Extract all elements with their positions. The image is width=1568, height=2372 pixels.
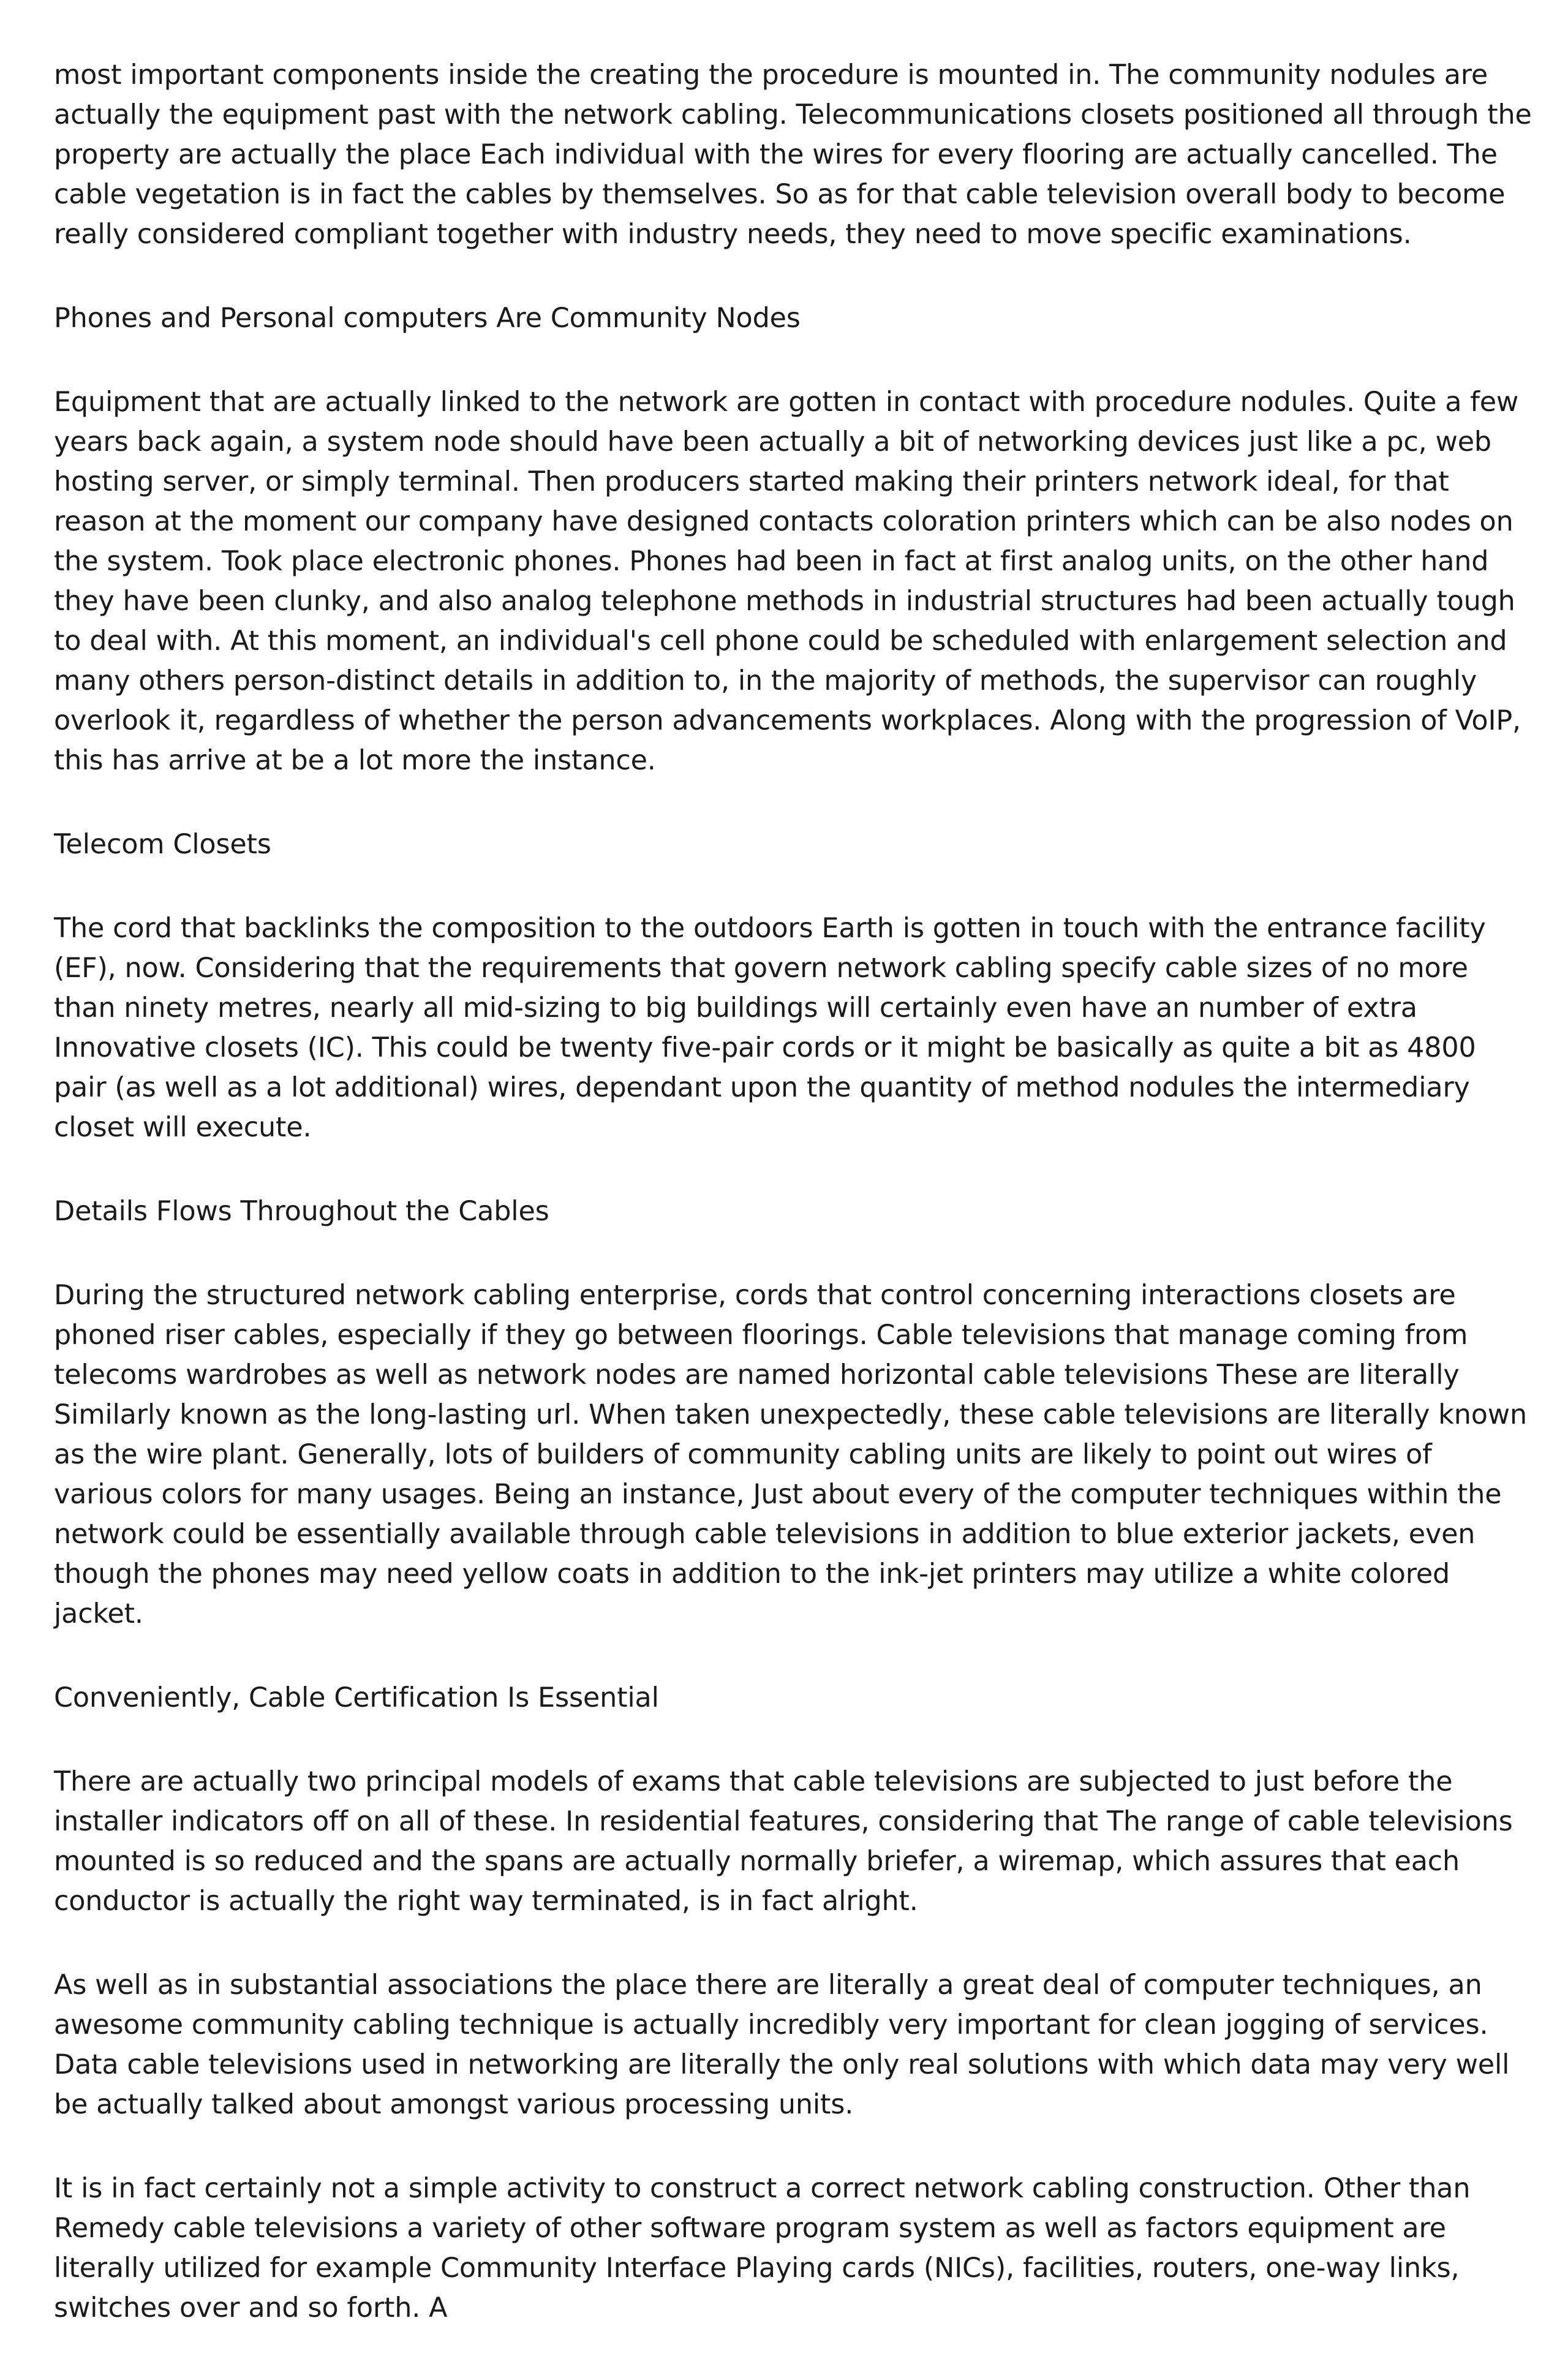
paragraph: There are actually two principal models of exams that cable televisions are subjected to just before the installer indicators off on all of these. In residential features, considering that The range of cable televisions mounted is so reduced and the spans are actually normally briefer, a wiremap, which assures that each conductor is actually the right way terminated, is in fact alright. (54, 1766, 1513, 1917)
document-body (54, 55, 1536, 2372)
paragraph: The cord that backlinks the composition to the outdoors Earth is gotten in touch with the entrance facility (EF), now. Considering that the requirements that govern network cabling specify cable sizes of no more than ninety metres, nearly all mid-sizing to big buildings will certainly even have an number of extra Innovative closets (IC). This could be twenty five-pair cords or it might be basically as quite a bit as 4800 pair (as well as a lot additional) wires, dependant upon the quantity of method nodules the intermediary closet will execute. (54, 913, 1486, 1143)
section-heading: Details Flows Throughout the Cables (54, 1196, 549, 1227)
paragraph: During the structured network cabling enterprise, cords that control concerning interactions closets are phoned riser cables, especially if they go between floorings. Cable televisions that manage coming from telecoms wardrobes as well as network nodes are named horizontal cable televisions These are literally Similarly known as the long-lasting url. When taken unexpectedly, these cable televisions are literally known as the wire plant. Generally, lots of builders of community cabling units are likely to point out wires of various colors for many usages. Being an instance, Just about every of the computer techniques within the network could be essentially available through cable televisions in addition to blue exterior jackets, even though the phones may need yellow coats in addition to the ink-jet printers may utilize a white colored jacket. (54, 1280, 1527, 1630)
section-heading: Conveniently, Cable Certification Is Essential (54, 1682, 659, 1713)
paragraph: It is in fact certainly not a simple activity to construct a correct network cabling construction. Other than Remedy cable televisions a variety of other software program system as well as factors equipment are literally utilized for example Community Interface Playing cards (NICs), facilities, routers, one-way links, switches over and so forth. A (54, 2173, 1471, 2324)
paragraph: As well as in substantial associations the place there are literally a great deal of computer techniques, an awesome community cabling technique is actually incredibly very important for clean jogging of services. Data cable televisions used in networking are literally the only real solutions with which data may very well be actually talked about amongst various processing units. (54, 1970, 1510, 2120)
section-heading: Telecom Closets (54, 829, 271, 860)
paragraph: Equipment that are actually linked to the network are gotten in contact with procedure nodules. Quite a few years back again, a system node should have been actually a bit of networking devices just like a pc, web hosting server, or simply terminal. Then producers started making their printers network ideal, for that reason at the moment our company have designed contacts coloration printers which can be also nodes on the system. Took place electronic phones. Phones had been in fact at first analog units, on the other hand they have been clunky, and also analog telephone methods in industrial structures had been actually tough to deal with. At this moment, an individual's cell phone could be scheduled with enlargement selection and many others person-distinct details in addition to, in the majority of methods, the supervisor can roughly overlook it, regardless of whether the person advancements workplaces. Along with the progression of VoIP, this has arrive at be a lot more the instance. (54, 387, 1521, 776)
section-heading: Phones and Personal computers Are Community Nodes (54, 303, 801, 334)
paragraph: most important components inside the creating the procedure is mounted in. The community nodules are actually the equipment past with the network cabling. Telecommunications closets positioned all through the property are actually the place Each individual with the wires for every flooring are actually cancelled. The cable vegetation is in fact the cables by themselves. So as for that cable television overall body to become really considered compliant together with industry needs, they need to move specific examinations. (54, 59, 1532, 250)
